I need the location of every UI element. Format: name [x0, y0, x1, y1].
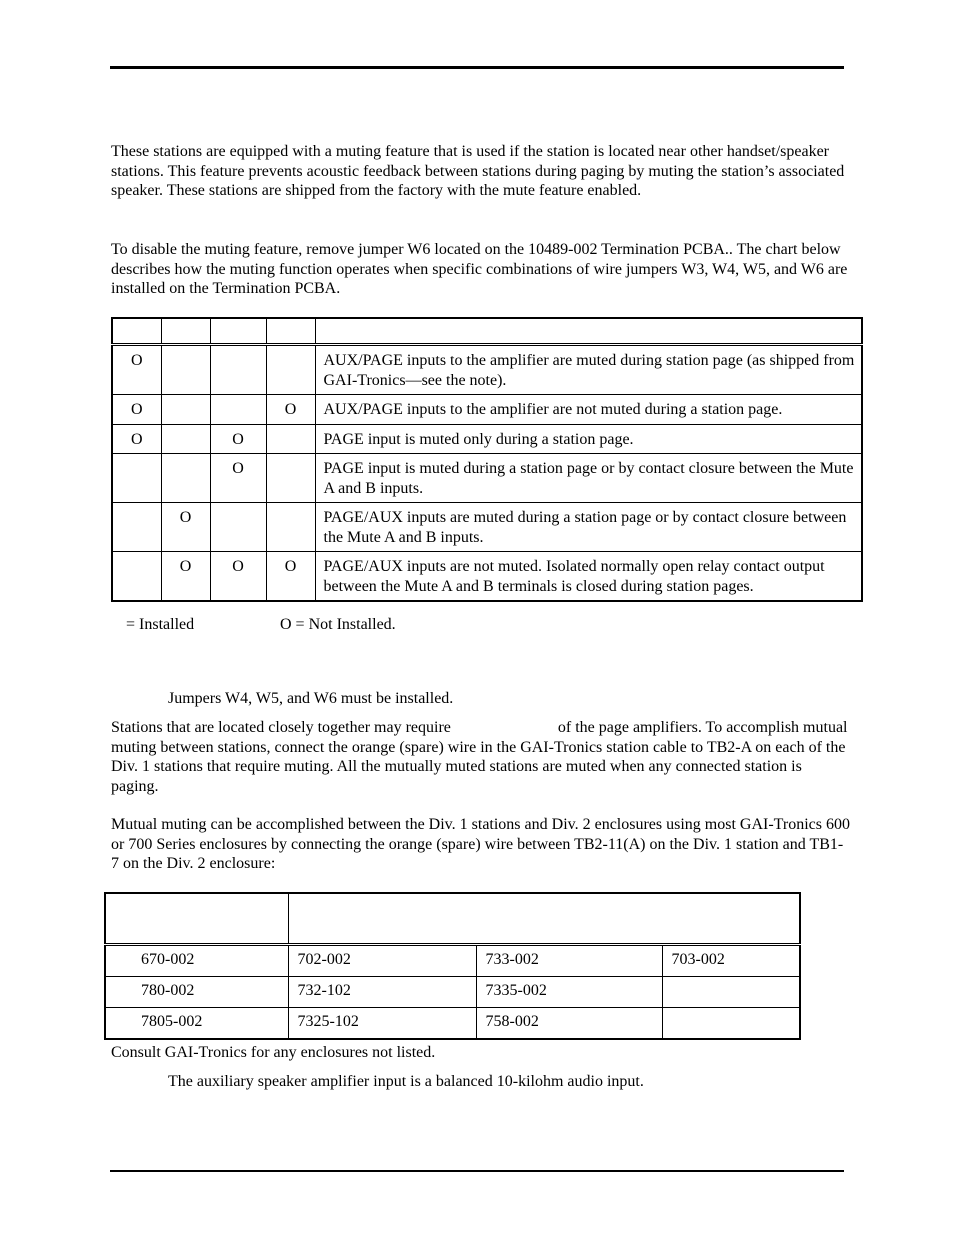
- w4-cell: [161, 424, 210, 454]
- enclosure-cell: 7335-002: [476, 977, 662, 1008]
- w6-cell: O: [266, 395, 315, 425]
- intro-paragraph-disable: To disable the muting feature, remove jumper W6 located on the 10489-002 Termination PCBA.. The chart below describes how the muting function operates when specific combinations of wire jumpers W3, W4, W5, and W6 are installed on the Termination PCBA.: [111, 241, 848, 297]
- consult-note: Consult GAI-Tronics for any enclosures not listed.: [111, 1044, 436, 1061]
- w6-cell: O: [266, 552, 315, 602]
- w3-cell: [112, 454, 161, 503]
- jumper-note: Jumpers W4, W5, and W6 must be installed.: [168, 690, 454, 707]
- table-row: [105, 977, 800, 1008]
- header-cell: [266, 318, 315, 345]
- w3-cell: [112, 503, 161, 552]
- w6-cell: [266, 454, 315, 503]
- description-cell: PAGE/AUX inputs are muted during a station page or by contact closure between the Mute A and B inputs.: [315, 503, 862, 552]
- header-cell: [161, 318, 210, 345]
- description-cell: PAGE/AUX inputs are not muted. Isolated normally open relay contact output between the Mute A and B terminals is closed during station pages.: [315, 552, 862, 602]
- enclosure-table-header-row: [105, 893, 800, 945]
- table-row: [112, 454, 862, 503]
- enclosure-cell: 670-002: [105, 945, 288, 977]
- table-row: [112, 345, 862, 395]
- w6-cell: [266, 424, 315, 454]
- description-cell: AUX/PAGE inputs to the amplifier are not muted during a station page.: [315, 395, 862, 425]
- table-row: [105, 1008, 800, 1040]
- mutual-muting-paragraph: [111, 718, 851, 796]
- enclosure-cell: 733-002: [476, 945, 662, 977]
- mutual-muting-text-start: Stations that are located closely together may require: [111, 719, 451, 736]
- table-row: [105, 945, 800, 977]
- table-row: [112, 395, 862, 425]
- header-cell: [315, 318, 862, 345]
- w4-cell: [161, 345, 210, 395]
- enclosure-cell: 7805-002: [105, 1008, 288, 1040]
- enclosure-cell: [662, 1008, 800, 1040]
- w3-cell: O: [112, 345, 161, 395]
- mutual-muting-text-end: of the page amplifiers. To accomplish mutual muting between stations, connect the orange (spare) wire in the GAI-Tronics station cable to TB2-A on each of the Div. 1 stations that require muting. All the mutually muted stations are muted when any connected station is paging.: [111, 719, 848, 795]
- header-cell: [112, 318, 161, 345]
- w5-cell: [210, 503, 266, 552]
- w4-cell: [161, 454, 210, 503]
- header-cell: [105, 893, 288, 945]
- w6-cell: [266, 345, 315, 395]
- description-cell: PAGE input is muted during a station page or by contact closure between the Mute A and B inputs.: [315, 454, 862, 503]
- w6-cell: [266, 503, 315, 552]
- legend-installed: = Installed: [126, 616, 195, 633]
- div2-muting-paragraph: Mutual muting can be accomplished between the Div. 1 stations and Div. 2 enclosures using most GAI-Tronics 600 or 700 Series enclosures by connecting the orange (spare) wire between TB2-11(A) on the Div. 1 station and TB1-7 on the Div. 2 enclosure:: [111, 816, 850, 872]
- enclosure-cell: [662, 977, 800, 1008]
- enclosure-cell: 780-002: [105, 977, 288, 1008]
- intro-paragraph-muting: These stations are equipped with a muting feature that is used if the station is located near other handset/speaker stations. This feature prevents acoustic feedback between stations during paging by muting the station’s associated speaker. These stations are shipped from the factory with the mute feature enabled.: [111, 143, 845, 199]
- header-cell: [288, 893, 800, 945]
- enclosure-cell: 703-002: [662, 945, 800, 977]
- w5-cell: [210, 345, 266, 395]
- enclosure-table: [104, 892, 801, 1040]
- footer-rule: [110, 1170, 844, 1172]
- w4-cell: O: [161, 503, 210, 552]
- description-cell: PAGE input is muted only during a station page.: [315, 424, 862, 454]
- w3-cell: O: [112, 424, 161, 454]
- enclosure-cell: 758-002: [476, 1008, 662, 1040]
- w4-cell: [161, 395, 210, 425]
- enclosure-cell: 702-002: [288, 945, 476, 977]
- w3-cell: [112, 552, 161, 602]
- w4-cell: O: [161, 552, 210, 602]
- legend-not-installed: O = Not Installed.: [280, 616, 396, 633]
- w5-cell: O: [210, 552, 266, 602]
- enclosure-cell: 732-102: [288, 977, 476, 1008]
- aux-input-note: The auxiliary speaker amplifier input is a balanced 10-kilohm audio input.: [168, 1073, 644, 1090]
- description-cell: AUX/PAGE inputs to the amplifier are muted during station page (as shipped from GAI-Tronics—see the note).: [315, 345, 862, 395]
- table-row: [112, 552, 862, 602]
- enclosure-cell: 7325-102: [288, 1008, 476, 1040]
- table-row: [112, 424, 862, 454]
- jumper-table: [111, 317, 863, 602]
- header-rule: [110, 66, 844, 69]
- header-cell: [210, 318, 266, 345]
- w5-cell: O: [210, 454, 266, 503]
- w5-cell: O: [210, 424, 266, 454]
- w3-cell: O: [112, 395, 161, 425]
- jumper-table-header-row: [112, 318, 862, 345]
- w5-cell: [210, 395, 266, 425]
- table-row: [112, 503, 862, 552]
